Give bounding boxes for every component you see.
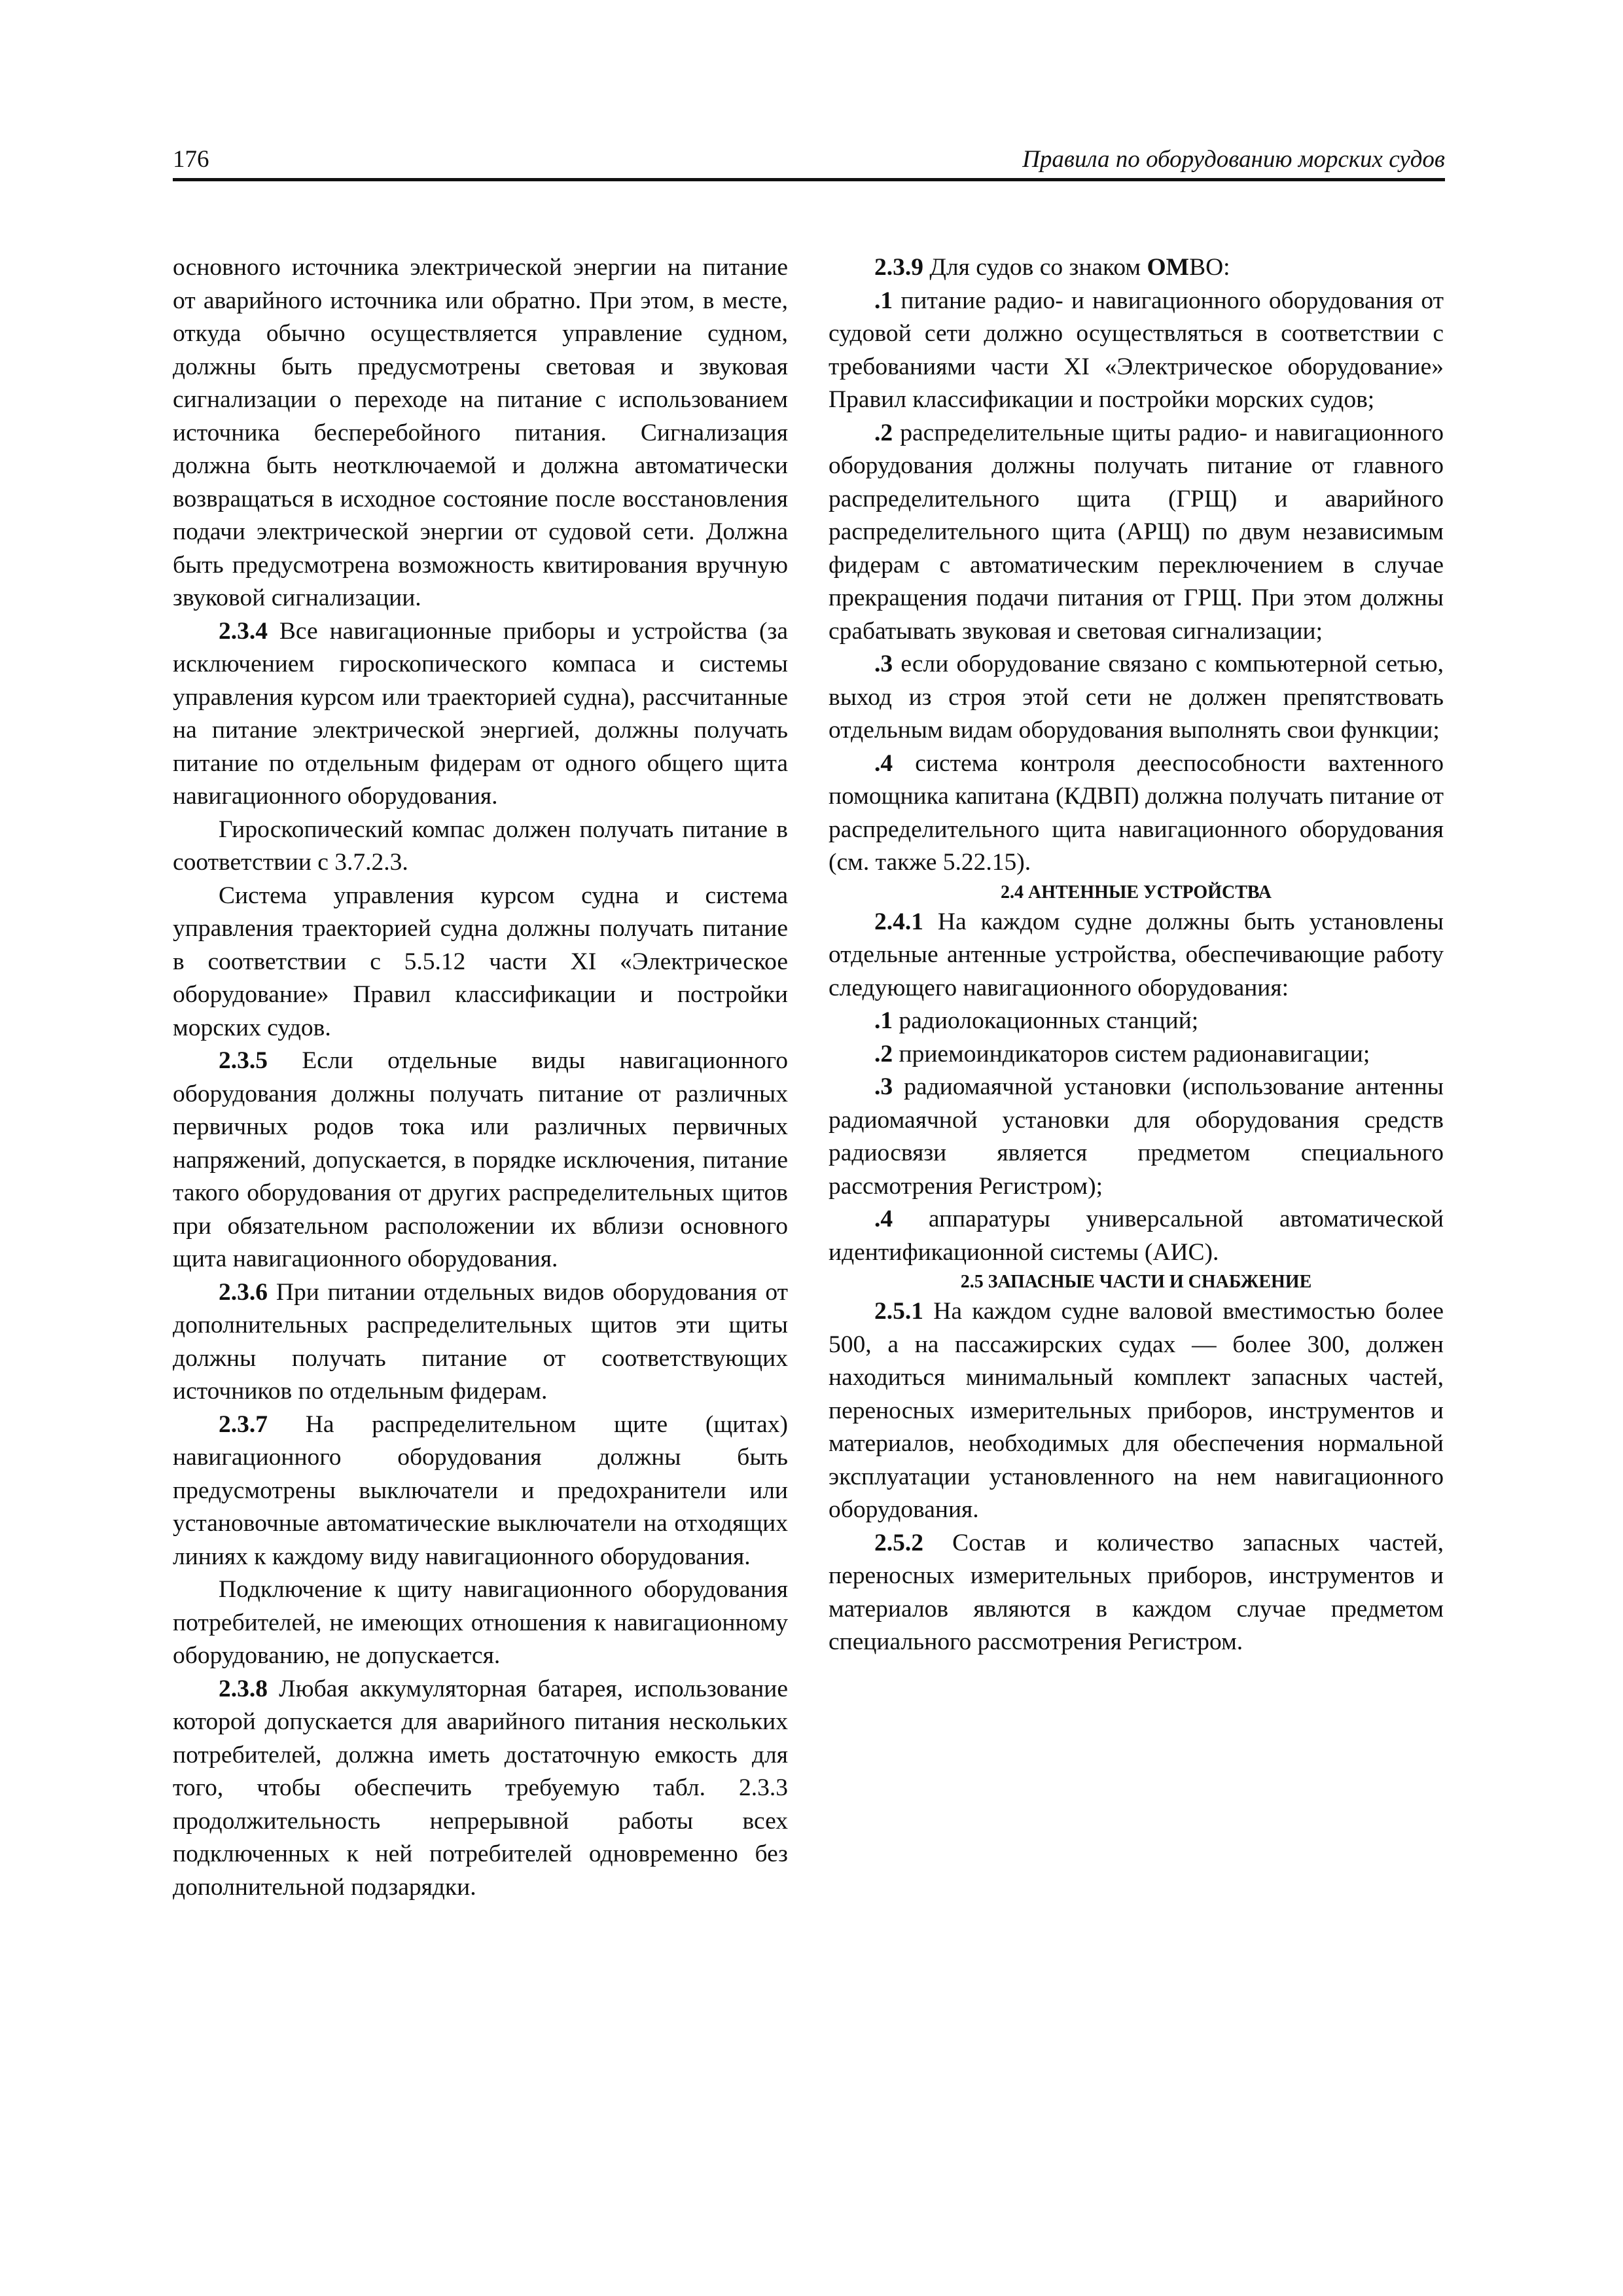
item-number: .4 bbox=[874, 1206, 893, 1232]
list-item bbox=[829, 648, 1444, 747]
clause-text: На каждом судне валовой вместимостью более 500, а на пассажирских судах — более 300, должен находиться минимальный комплект запасных частей, переносных измерительных приборов, инструментов и материалов, необходимых для обеспечения нормальной эксплуатации установленного на нем навигационного оборудования. bbox=[829, 1298, 1444, 1523]
clause-paragraph bbox=[829, 1295, 1444, 1527]
item-number: .4 bbox=[874, 749, 893, 777]
list-item bbox=[829, 1005, 1444, 1038]
paragraph bbox=[173, 880, 788, 1045]
item-text: система контроля дееспособности вахтенного помощника капитана (КДВП) должна получать питание от распределительного щита навигационного оборудования (см. также 5.22.15). bbox=[829, 749, 1444, 876]
clause-text: При питании отдельных видов оборудования от дополнительных распределительных щитов эти щиты должны получать питание от соответствующих источников по отдельным фидерам. bbox=[173, 1278, 788, 1405]
clause-text: На распределительном щите (щитах) навигационного оборудования должны быть предусмотрены выключатели и предохранители или установочные автоматические выключатели на отходящих линиях к каждому виду навигационного оборудования. bbox=[173, 1410, 788, 1570]
clause-paragraph bbox=[173, 615, 788, 814]
list-item bbox=[829, 1071, 1444, 1203]
right-column bbox=[829, 251, 1444, 1659]
running-title: Правила по оборудованию морских судов bbox=[1022, 146, 1445, 173]
item-number: .3 bbox=[874, 1073, 893, 1100]
clause-number: 2.3.9 bbox=[874, 254, 923, 281]
left-column bbox=[173, 251, 788, 1904]
list-item bbox=[829, 417, 1444, 649]
item-text: радиомаячной установки (использование антенны радиомаячной установки для оборудования средств радиосвязи является предметом специального рассмотрения Регистром); bbox=[829, 1073, 1444, 1200]
item-text: распределительные щиты радио- и навигационного оборудования должны получать питание от главного распределительного щита (ГРЩ) и аварийного распределительного щита (АРЩ) по двум независимым фидерам с автоматическим переключением в случае прекращения подачи питания от ГРЩ. При этом должны срабатывать звуковая и световая сигнализации; bbox=[829, 419, 1444, 645]
ship-mark-bold: ОМ bbox=[1147, 254, 1190, 281]
header-rule bbox=[173, 178, 1445, 181]
paragraph-text: Система управления курсом судна и система управления траекторией судна должны получать питание в соответствии с 5.5.12 части XI «Электрическое оборудование» Правил классификации и постройки морских судов. bbox=[173, 882, 788, 1041]
page-number: 176 bbox=[173, 146, 209, 173]
list-item bbox=[829, 285, 1444, 417]
paragraph bbox=[173, 814, 788, 880]
item-number: .1 bbox=[874, 287, 893, 314]
clause-paragraph bbox=[829, 1527, 1444, 1659]
clause-paragraph bbox=[173, 1673, 788, 1905]
clause-number: 2.3.4 bbox=[219, 617, 268, 645]
clause-number: 2.3.8 bbox=[219, 1675, 268, 1702]
clause-tail: : bbox=[1223, 254, 1230, 281]
ship-mark-rest: ВО bbox=[1189, 254, 1224, 281]
section-heading: 2.4 АНТЕННЫЕ УСТРОЙСТВА bbox=[1000, 882, 1272, 903]
item-number: .2 bbox=[874, 419, 893, 446]
clause-number: 2.3.5 bbox=[219, 1047, 268, 1074]
item-text: питание радио- и навигационного оборудования от судовой сети должно осуществляться в соответствии с требованиями части XI «Электрическое оборудование» Правил классификации и постройки морских судов; bbox=[829, 287, 1444, 413]
item-number: .2 bbox=[874, 1040, 893, 1067]
clause-text: Для судов со знаком bbox=[929, 254, 1147, 281]
clause-text: Состав и количество запасных частей, переносных измерительных приборов, инструментов и материалов являются в каждом случае предметом специального рассмотрения Регистром. bbox=[829, 1529, 1444, 1655]
paragraph-text: основного источника электрической энергии на питание от аварийного источника или обратно. При этом, в месте, откуда обычно осуществляется управление судном, должны быть предусмотрены световая и звуковая сигнализации о переходе на питание с использованием источника бесперебойного питания. Сигнализация должна быть неотключаемой и должна автоматически возвращаться в исходное состояние после восстановления подачи электрической энергии от судовой сети. Должна быть предусмотрена возможность квитирования вручную звуковой сигнализации. bbox=[173, 254, 788, 611]
clause-text: На каждом судне должны быть установлены отдельные антенные устройства, обеспечивающие работу следующего навигационного оборудования: bbox=[829, 908, 1444, 1001]
clause-text: Любая аккумуляторная батарея, использование которой допускается для аварийного питания нескольких потребителей, должна иметь достаточную емкость для того, чтобы обеспечить требуемую табл. 2.3.3 продолжительность непрерывной работы всех подключенных к ней потребителей одновременно без дополнительной подзарядки. bbox=[173, 1675, 788, 1901]
list-item bbox=[829, 747, 1444, 880]
list-item bbox=[829, 1038, 1444, 1071]
item-number: .1 bbox=[874, 1007, 893, 1034]
page-header bbox=[173, 145, 1445, 179]
item-text: приемоиндикаторов систем радионавигации; bbox=[899, 1040, 1370, 1067]
paragraph bbox=[173, 251, 788, 615]
clause-paragraph bbox=[173, 1276, 788, 1408]
clause-number: 2.3.6 bbox=[219, 1278, 268, 1306]
item-number: .3 bbox=[874, 651, 893, 677]
paragraph-text: Подключение к щиту навигационного оборудования потребителей, не имеющих отношения к навигационному оборудованию, не допускается. bbox=[173, 1576, 788, 1669]
clause-paragraph bbox=[173, 1408, 788, 1574]
clause-number: 2.3.7 bbox=[219, 1410, 268, 1438]
clause-paragraph bbox=[173, 1045, 788, 1276]
clause-number: 2.5.2 bbox=[874, 1529, 923, 1556]
clause-number: 2.4.1 bbox=[874, 908, 923, 935]
clause-paragraph bbox=[829, 906, 1444, 1005]
clause-paragraph bbox=[829, 251, 1444, 285]
item-text: аппаратуры универсальной автоматической идентификационной системы (АИС). bbox=[829, 1206, 1444, 1266]
item-text: если оборудование связано с компьютерной сетью, выход из строя этой сети не должен препятствовать отдельным видам оборудования выполнять свои функции; bbox=[829, 651, 1444, 744]
clause-text: Все навигационные приборы и устройства (за исключением гироскопического компаса и системы управления курсом или траекторией судна), рассчитанные на питание электрической энергией, должны получать питание по отдельным фидерам от одного общего щита навигационного оборудования. bbox=[173, 617, 788, 810]
clause-text: Если отдельные виды навигационного оборудования должны получать питание от различных первичных родов тока или различных первичных напряжений, допускается, в порядке исключения, питание такого оборудования от других распределительных щитов при обязательном расположении их вблизи основного щита навигационного оборудования. bbox=[173, 1047, 789, 1272]
clause-number: 2.5.1 bbox=[874, 1298, 923, 1325]
item-text: радиолокационных станций; bbox=[899, 1007, 1199, 1034]
list-item bbox=[829, 1203, 1444, 1269]
paragraph-text: Гироскопический компас должен получать питание в соответствии с 3.7.2.3. bbox=[173, 816, 788, 876]
paragraph bbox=[173, 1573, 788, 1673]
section-heading: 2.5 ЗАПАСНЫЕ ЧАСТИ И СНАБЖЕНИЕ bbox=[960, 1272, 1312, 1292]
